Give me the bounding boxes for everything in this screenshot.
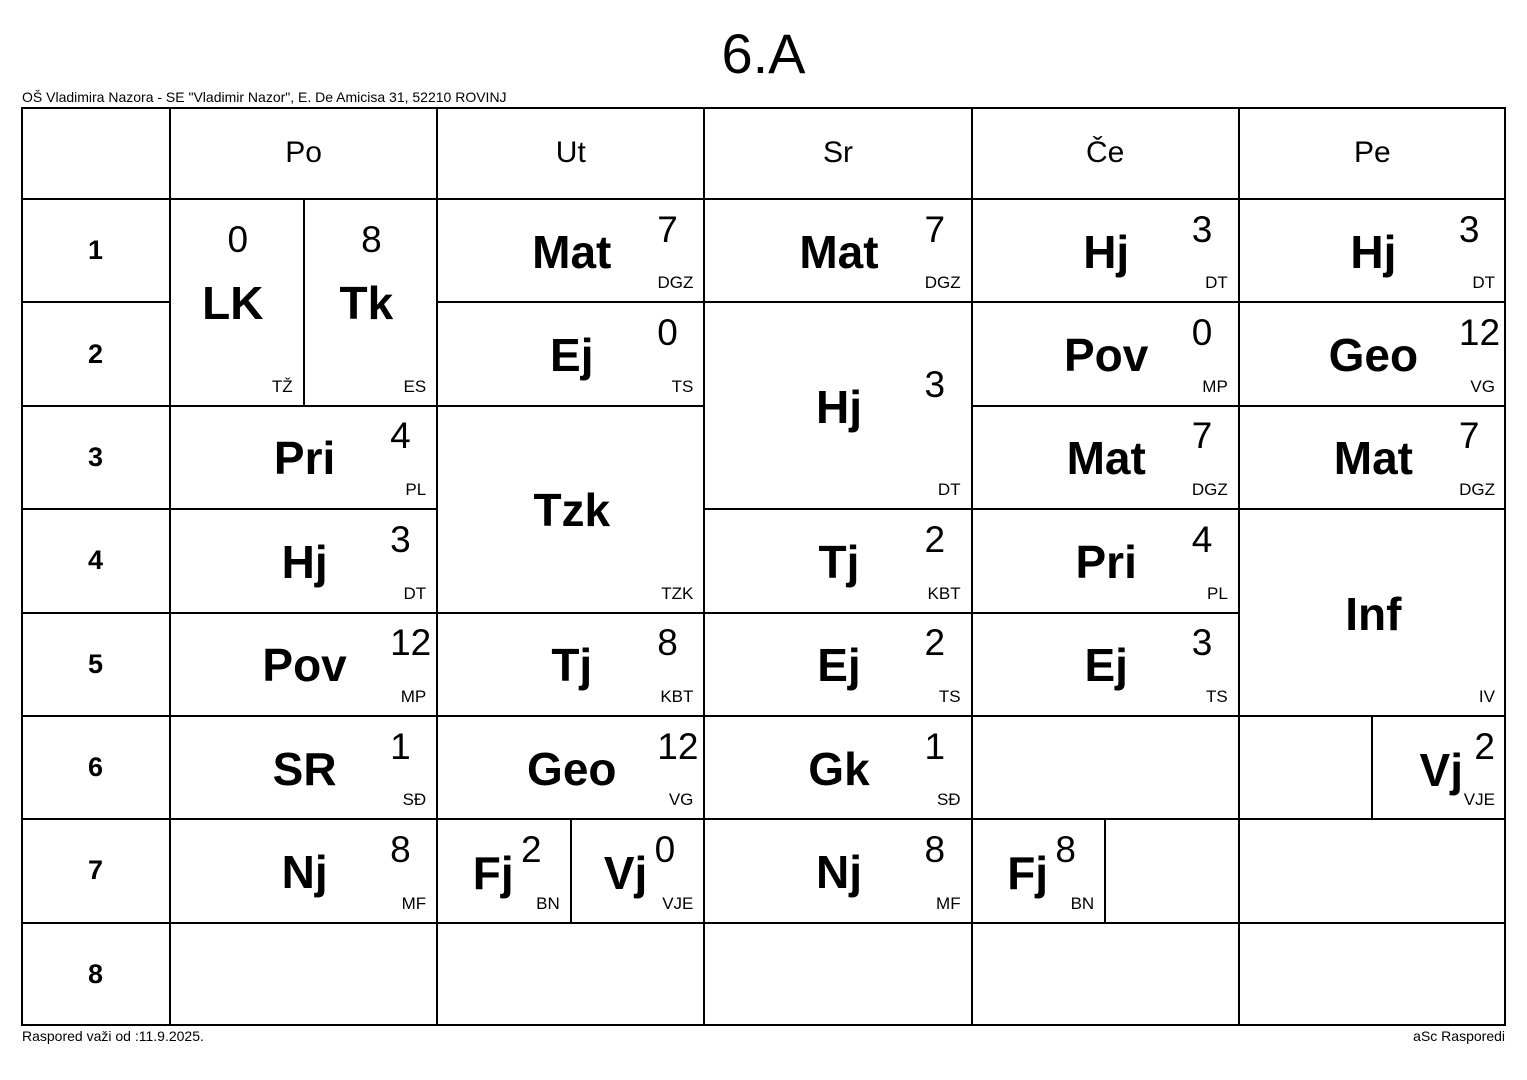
lesson-room: 8	[924, 828, 946, 870]
lesson-room: 4	[390, 415, 411, 457]
lesson-teacher: DGZ	[924, 273, 961, 293]
lesson-teacher: KBT	[927, 583, 961, 603]
lesson-subject: Hj	[1083, 225, 1130, 278]
lesson-subject: Pov	[1064, 329, 1149, 382]
lesson-room: 12	[657, 725, 699, 767]
lesson-room: 0	[654, 828, 676, 870]
lesson-room: 2	[924, 518, 946, 560]
lesson-subject: Mat	[1066, 432, 1146, 485]
lesson-teacher: DT	[937, 480, 961, 500]
lesson-teacher: BN	[536, 893, 560, 913]
day-header-2: Sr	[704, 107, 971, 199]
lesson-teacher: DT	[403, 583, 427, 603]
lesson-room: 7	[657, 208, 678, 250]
lesson-subject: Mat	[799, 225, 879, 278]
lesson-subject: Hj	[281, 535, 328, 588]
lesson-teacher: DT	[1472, 273, 1495, 293]
period-header-3: 3	[21, 406, 170, 509]
lesson-subject: SR	[272, 742, 337, 795]
lesson-room: 2	[521, 828, 542, 870]
lesson-room: 8	[361, 219, 382, 260]
lesson-teacher: ES	[403, 376, 427, 396]
lesson-room: 12	[1458, 312, 1501, 354]
lesson-teacher: BN	[1070, 893, 1095, 913]
lesson-teacher: TS	[671, 376, 694, 396]
lesson-teacher: MP	[400, 686, 427, 706]
lesson-room: 0	[227, 219, 249, 260]
lesson-subject: Tj	[818, 535, 860, 588]
lesson-teacher: DGZ	[1459, 480, 1495, 500]
period-header-6: 6	[21, 716, 170, 819]
lesson-room: 0	[657, 312, 678, 354]
lesson-teacher: PL	[405, 480, 427, 500]
lesson-subject: Tk	[339, 277, 394, 329]
lesson-room: 2	[924, 622, 946, 664]
lesson-room: 3	[1191, 622, 1213, 664]
lesson-teacher: DGZ	[1191, 480, 1228, 500]
lesson-subject: Mat	[532, 225, 612, 278]
lesson-teacher: PL	[1206, 583, 1228, 603]
lesson-teacher: VJE	[662, 893, 694, 913]
lesson-room: 8	[1055, 828, 1076, 870]
lesson-teacher: TS	[1206, 686, 1228, 706]
lesson-subject: Pri	[1075, 535, 1137, 588]
lesson-subject: Nj	[815, 845, 862, 898]
lesson-room: 2	[1474, 725, 1495, 767]
lesson-room: 7	[924, 208, 946, 250]
period-header-7: 7	[21, 819, 170, 922]
period-header-2: 2	[21, 302, 170, 405]
lesson-teacher: SĐ	[936, 790, 961, 810]
lesson-room: 4	[1191, 518, 1213, 560]
day-header-4: Pe	[1239, 107, 1506, 199]
lesson-subject: Vj	[1419, 743, 1463, 796]
lesson-room: 8	[390, 828, 411, 870]
lesson-subject: Geo	[1328, 329, 1419, 382]
lesson-subject: Ej	[1084, 639, 1128, 692]
lesson-subject: Inf	[1345, 587, 1402, 640]
period-header-5: 5	[21, 613, 170, 716]
lesson-teacher: MF	[936, 893, 961, 913]
lesson-subject: Hj	[815, 380, 862, 433]
valid-from-note: Raspored važi od :11.9.2025.	[22, 1028, 204, 1044]
lesson-subject: Geo	[527, 742, 617, 795]
lesson-teacher: IV	[1478, 686, 1495, 706]
lesson-subject: LK	[202, 277, 264, 329]
lesson-subject: Pov	[262, 639, 347, 692]
lesson-subject: Hj	[1350, 225, 1397, 278]
lesson-subject: Fj	[1007, 846, 1049, 899]
lesson-subject: Mat	[1333, 432, 1413, 485]
lesson-room: 3	[924, 363, 946, 405]
lesson-subject: Gk	[808, 742, 870, 795]
day-header-0: Po	[170, 107, 437, 199]
day-header-3: Če	[972, 107, 1239, 199]
lesson-room: 3	[1191, 208, 1213, 250]
lesson-subject: Vj	[603, 846, 648, 899]
lesson-teacher: TS	[938, 686, 961, 706]
class-title: 6.A	[721, 22, 806, 85]
lesson-teacher: MP	[1202, 376, 1228, 396]
lesson-subject: Fj	[472, 846, 514, 899]
lesson-teacher: TZK	[661, 583, 694, 603]
lesson-room: 7	[1458, 415, 1480, 457]
lesson-teacher: VG	[1470, 376, 1495, 396]
lesson-room: 7	[1191, 415, 1213, 457]
period-header-1: 1	[21, 199, 170, 302]
lesson-subject: Ej	[817, 639, 861, 692]
school-name: OŠ Vladimira Nazora - SE "Vladimir Nazor", E. De Amicisa 31, 52210 ROVINJ	[22, 89, 507, 105]
lesson-teacher: VJE	[1463, 790, 1495, 810]
lesson-teacher: SĐ	[402, 790, 427, 810]
day-header-1: Ut	[437, 107, 704, 199]
lesson-room: 1	[924, 725, 946, 767]
lesson-teacher: DGZ	[657, 273, 694, 293]
lesson-room: 1	[390, 725, 411, 767]
lesson-room: 3	[1458, 208, 1480, 250]
software-brand: aSc Rasporedi	[1413, 1028, 1505, 1044]
lesson-subject: Tzk	[533, 484, 611, 537]
lesson-teacher: TŽ	[271, 376, 293, 396]
lesson-room: 0	[1191, 312, 1213, 354]
lesson-subject: Pri	[273, 432, 336, 485]
timetable-frame	[21, 107, 1506, 1026]
lesson-room: 12	[390, 622, 432, 664]
lesson-subject: Nj	[281, 845, 328, 898]
lesson-subject: Ej	[550, 329, 594, 382]
lesson-teacher: VG	[668, 790, 694, 810]
lesson-subject: Tj	[551, 639, 593, 692]
lesson-room: 3	[390, 518, 411, 560]
lesson-teacher: MF	[401, 893, 427, 913]
period-header-8: 8	[21, 923, 170, 1026]
lesson-teacher: KBT	[660, 686, 694, 706]
period-header-4: 4	[21, 509, 170, 612]
lesson-teacher: DT	[1205, 273, 1228, 293]
lesson-room: 8	[657, 622, 678, 664]
